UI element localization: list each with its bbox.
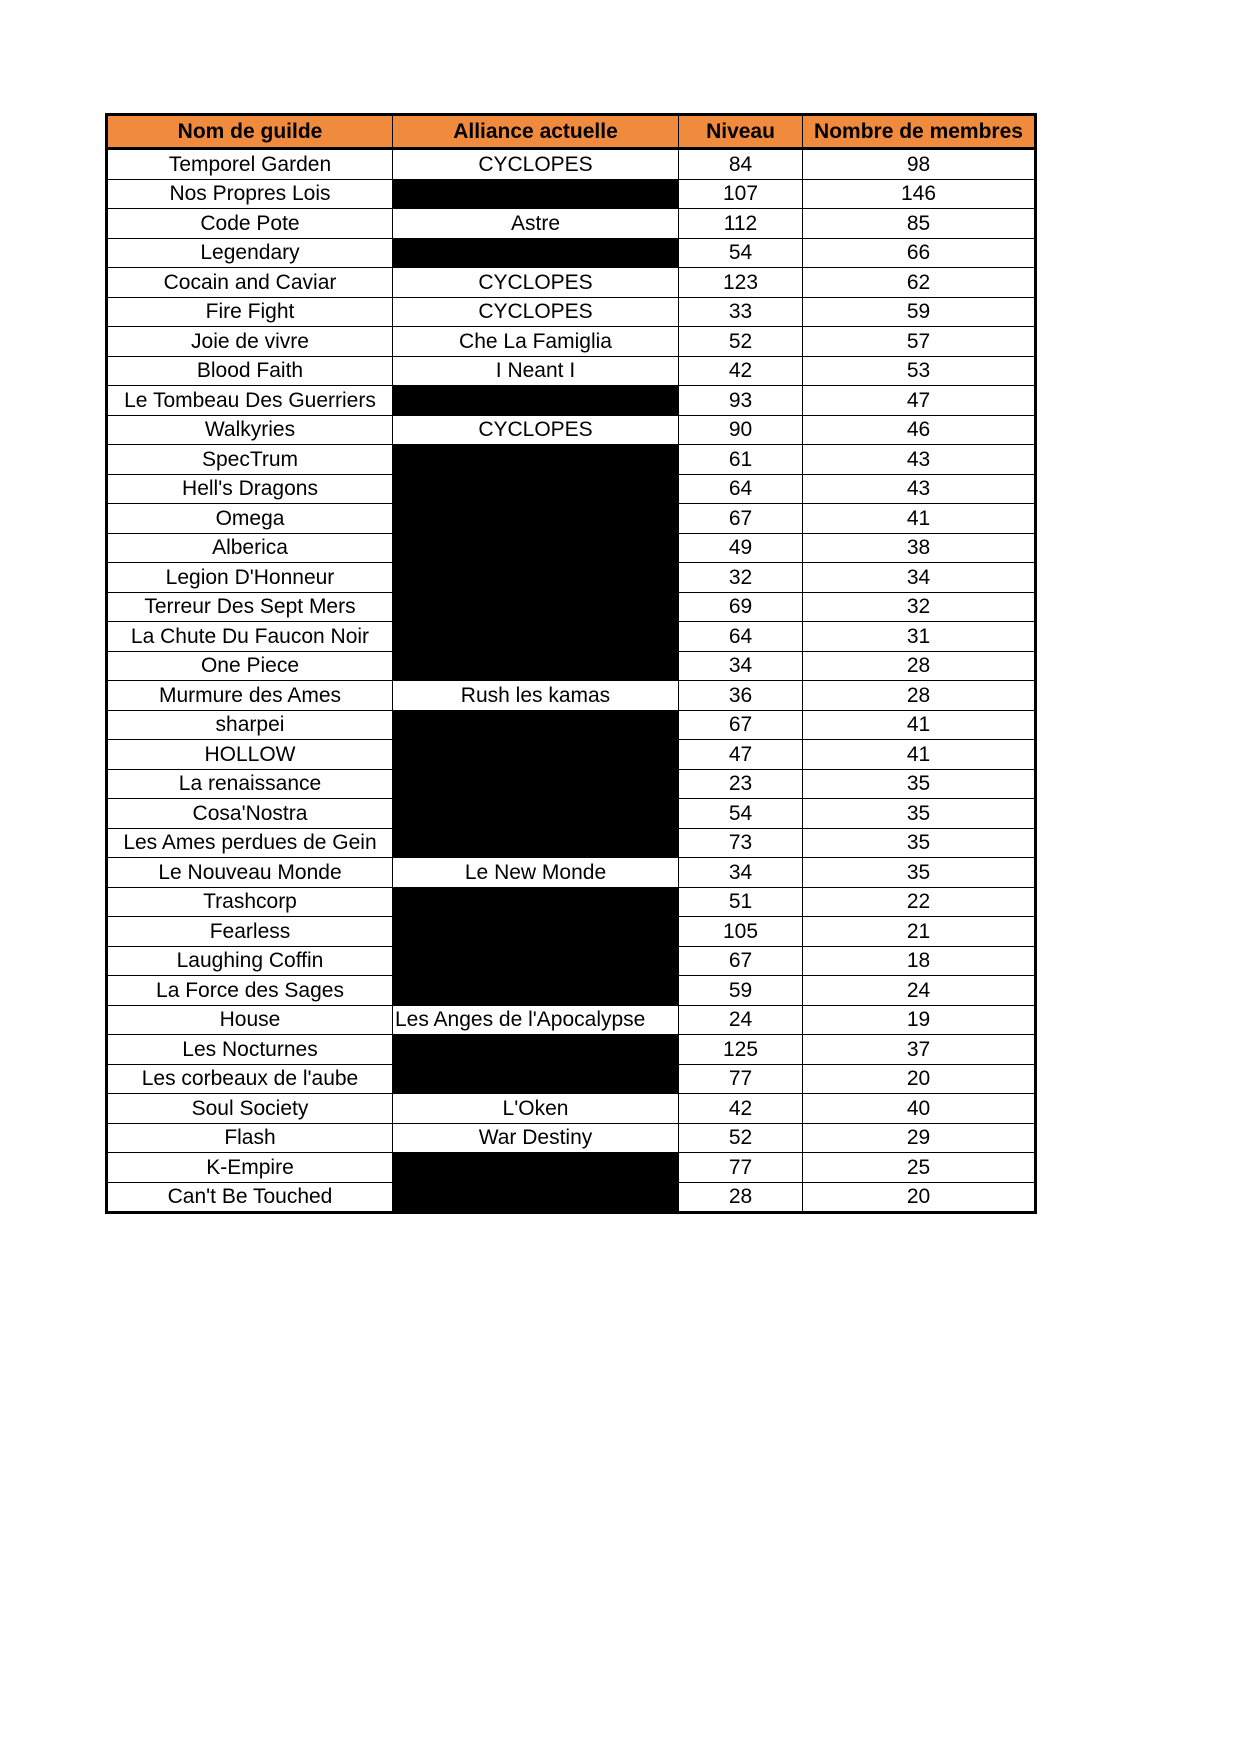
- members-cell: 47: [803, 386, 1036, 416]
- table-row: [107, 1005, 1036, 1035]
- table-row: [107, 179, 1036, 209]
- level-cell: 84: [679, 149, 803, 180]
- guild-name-cell: Temporel Garden: [107, 149, 393, 180]
- guild-name-cell: La Chute Du Faucon Noir: [107, 622, 393, 652]
- guild-name-cell: Terreur Des Sept Mers: [107, 592, 393, 622]
- level-cell: 67: [679, 710, 803, 740]
- guild-name-cell: Les Nocturnes: [107, 1035, 393, 1065]
- members-cell: 18: [803, 946, 1036, 976]
- alliance-cell: [393, 474, 679, 504]
- header-level: Niveau: [679, 115, 803, 149]
- alliance-cell: [393, 828, 679, 858]
- guild-name-cell: Laughing Coffin: [107, 946, 393, 976]
- guild-name-cell: Joie de vivre: [107, 327, 393, 357]
- guild-table: [105, 113, 1037, 1214]
- level-cell: 36: [679, 681, 803, 711]
- table-row: [107, 386, 1036, 416]
- alliance-cell: [393, 563, 679, 593]
- guild-name-cell: Alberica: [107, 533, 393, 563]
- members-cell: 35: [803, 799, 1036, 829]
- level-cell: 32: [679, 563, 803, 593]
- table-row: [107, 209, 1036, 239]
- members-cell: 35: [803, 828, 1036, 858]
- table-row: [107, 445, 1036, 475]
- guild-name-cell: Fire Fight: [107, 297, 393, 327]
- level-cell: 54: [679, 799, 803, 829]
- table-row: [107, 828, 1036, 858]
- table-row: [107, 887, 1036, 917]
- table-row: [107, 268, 1036, 298]
- guild-name-cell: La Force des Sages: [107, 976, 393, 1006]
- table-row: [107, 1153, 1036, 1183]
- members-cell: 53: [803, 356, 1036, 386]
- level-cell: 107: [679, 179, 803, 209]
- guild-name-cell: La renaissance: [107, 769, 393, 799]
- level-cell: 112: [679, 209, 803, 239]
- alliance-cell: War Destiny: [393, 1123, 679, 1153]
- level-cell: 64: [679, 474, 803, 504]
- members-cell: 35: [803, 858, 1036, 888]
- table-row: [107, 651, 1036, 681]
- level-cell: 77: [679, 1064, 803, 1094]
- alliance-cell: [393, 504, 679, 534]
- guild-name-cell: sharpei: [107, 710, 393, 740]
- alliance-cell: [393, 976, 679, 1006]
- level-cell: 64: [679, 622, 803, 652]
- guild-name-cell: One Piece: [107, 651, 393, 681]
- alliance-cell: [393, 1035, 679, 1065]
- table-row: [107, 297, 1036, 327]
- table-row: [107, 946, 1036, 976]
- level-cell: 34: [679, 651, 803, 681]
- alliance-cell: I Neant I: [393, 356, 679, 386]
- guild-name-cell: Cosa'Nostra: [107, 799, 393, 829]
- guild-name-cell: Murmure des Ames: [107, 681, 393, 711]
- alliance-cell: Les Anges de l'Apocalypse: [393, 1005, 679, 1035]
- members-cell: 41: [803, 710, 1036, 740]
- table-row: [107, 1094, 1036, 1124]
- table-row: [107, 740, 1036, 770]
- alliance-cell: CYCLOPES: [393, 415, 679, 445]
- alliance-cell: CYCLOPES: [393, 149, 679, 180]
- level-cell: 33: [679, 297, 803, 327]
- members-cell: 43: [803, 474, 1036, 504]
- level-cell: 59: [679, 976, 803, 1006]
- guild-name-cell: Omega: [107, 504, 393, 534]
- alliance-cell: [393, 799, 679, 829]
- alliance-cell: [393, 592, 679, 622]
- header-members: Nombre de membres: [803, 115, 1036, 149]
- guild-name-cell: Trashcorp: [107, 887, 393, 917]
- level-cell: 93: [679, 386, 803, 416]
- table-row: [107, 563, 1036, 593]
- table-row: [107, 356, 1036, 386]
- members-cell: 20: [803, 1064, 1036, 1094]
- alliance-cell: [393, 710, 679, 740]
- alliance-cell: [393, 386, 679, 416]
- level-cell: 69: [679, 592, 803, 622]
- members-cell: 21: [803, 917, 1036, 947]
- alliance-cell: [393, 622, 679, 652]
- members-cell: 46: [803, 415, 1036, 445]
- table-row: [107, 474, 1036, 504]
- guild-name-cell: Fearless: [107, 917, 393, 947]
- guild-name-cell: Le Nouveau Monde: [107, 858, 393, 888]
- guild-name-cell: Nos Propres Lois: [107, 179, 393, 209]
- table-row: [107, 917, 1036, 947]
- members-cell: 28: [803, 681, 1036, 711]
- table-row: [107, 858, 1036, 888]
- level-cell: 51: [679, 887, 803, 917]
- table-row: [107, 149, 1036, 180]
- level-cell: 123: [679, 268, 803, 298]
- header-alliance: Alliance actuelle: [393, 115, 679, 149]
- table-row: [107, 769, 1036, 799]
- table-row: [107, 592, 1036, 622]
- alliance-cell: [393, 1182, 679, 1213]
- guild-name-cell: SpecTrum: [107, 445, 393, 475]
- table-row: [107, 681, 1036, 711]
- guild-name-cell: HOLLOW: [107, 740, 393, 770]
- level-cell: 67: [679, 946, 803, 976]
- members-cell: 62: [803, 268, 1036, 298]
- members-cell: 19: [803, 1005, 1036, 1035]
- level-cell: 90: [679, 415, 803, 445]
- guild-name-cell: Blood Faith: [107, 356, 393, 386]
- level-cell: 61: [679, 445, 803, 475]
- table-row: [107, 238, 1036, 268]
- members-cell: 32: [803, 592, 1036, 622]
- members-cell: 40: [803, 1094, 1036, 1124]
- guild-name-cell: Legendary: [107, 238, 393, 268]
- guild-name-cell: Les corbeaux de l'aube: [107, 1064, 393, 1094]
- table-body: [107, 149, 1036, 1213]
- members-cell: 41: [803, 504, 1036, 534]
- alliance-cell: CYCLOPES: [393, 268, 679, 298]
- level-cell: 77: [679, 1153, 803, 1183]
- level-cell: 23: [679, 769, 803, 799]
- guild-name-cell: Flash: [107, 1123, 393, 1153]
- members-cell: 25: [803, 1153, 1036, 1183]
- level-cell: 67: [679, 504, 803, 534]
- alliance-cell: [393, 533, 679, 563]
- alliance-cell: CYCLOPES: [393, 297, 679, 327]
- members-cell: 37: [803, 1035, 1036, 1065]
- table-row: [107, 622, 1036, 652]
- level-cell: 49: [679, 533, 803, 563]
- level-cell: 28: [679, 1182, 803, 1213]
- guild-name-cell: Les Ames perdues de Gein: [107, 828, 393, 858]
- level-cell: 34: [679, 858, 803, 888]
- table-row: [107, 1035, 1036, 1065]
- table-header: [107, 115, 1036, 149]
- alliance-cell: [393, 917, 679, 947]
- level-cell: 105: [679, 917, 803, 947]
- table-row: [107, 504, 1036, 534]
- guild-name-cell: House: [107, 1005, 393, 1035]
- table-row: [107, 415, 1036, 445]
- level-cell: 47: [679, 740, 803, 770]
- table-row: [107, 976, 1036, 1006]
- header-guild-name: Nom de guilde: [107, 115, 393, 149]
- members-cell: 35: [803, 769, 1036, 799]
- alliance-cell: Astre: [393, 209, 679, 239]
- guild-name-cell: Soul Society: [107, 1094, 393, 1124]
- guild-name-cell: Walkyries: [107, 415, 393, 445]
- members-cell: 38: [803, 533, 1036, 563]
- members-cell: 66: [803, 238, 1036, 268]
- alliance-cell: [393, 445, 679, 475]
- table-row: [107, 1182, 1036, 1213]
- guild-name-cell: Legion D'Honneur: [107, 563, 393, 593]
- alliance-cell: Rush les kamas: [393, 681, 679, 711]
- alliance-cell: [393, 946, 679, 976]
- table-row: [107, 1064, 1036, 1094]
- members-cell: 57: [803, 327, 1036, 357]
- alliance-cell: L'Oken: [393, 1094, 679, 1124]
- alliance-cell: [393, 769, 679, 799]
- level-cell: 52: [679, 327, 803, 357]
- alliance-cell: Che La Famiglia: [393, 327, 679, 357]
- table-row: [107, 710, 1036, 740]
- members-cell: 85: [803, 209, 1036, 239]
- table-row: [107, 533, 1036, 563]
- alliance-cell: [393, 651, 679, 681]
- members-cell: 43: [803, 445, 1036, 475]
- members-cell: 24: [803, 976, 1036, 1006]
- level-cell: 24: [679, 1005, 803, 1035]
- members-cell: 98: [803, 149, 1036, 180]
- members-cell: 146: [803, 179, 1036, 209]
- members-cell: 20: [803, 1182, 1036, 1213]
- header-row: [107, 115, 1036, 149]
- members-cell: 31: [803, 622, 1036, 652]
- alliance-cell: [393, 1064, 679, 1094]
- level-cell: 73: [679, 828, 803, 858]
- level-cell: 125: [679, 1035, 803, 1065]
- members-cell: 34: [803, 563, 1036, 593]
- guild-name-cell: Le Tombeau Des Guerriers: [107, 386, 393, 416]
- table-row: [107, 327, 1036, 357]
- members-cell: 22: [803, 887, 1036, 917]
- level-cell: 52: [679, 1123, 803, 1153]
- alliance-cell: [393, 740, 679, 770]
- guild-name-cell: K-Empire: [107, 1153, 393, 1183]
- level-cell: 42: [679, 356, 803, 386]
- alliance-cell: Le New Monde: [393, 858, 679, 888]
- guild-name-cell: Hell's Dragons: [107, 474, 393, 504]
- members-cell: 59: [803, 297, 1036, 327]
- guild-name-cell: Code Pote: [107, 209, 393, 239]
- alliance-cell: [393, 887, 679, 917]
- alliance-cell: [393, 238, 679, 268]
- members-cell: 41: [803, 740, 1036, 770]
- members-cell: 29: [803, 1123, 1036, 1153]
- level-cell: 42: [679, 1094, 803, 1124]
- alliance-cell: [393, 1153, 679, 1183]
- alliance-cell: [393, 179, 679, 209]
- table-row: [107, 1123, 1036, 1153]
- guild-name-cell: Can't Be Touched: [107, 1182, 393, 1213]
- members-cell: 28: [803, 651, 1036, 681]
- table-row: [107, 799, 1036, 829]
- guild-name-cell: Cocain and Caviar: [107, 268, 393, 298]
- level-cell: 54: [679, 238, 803, 268]
